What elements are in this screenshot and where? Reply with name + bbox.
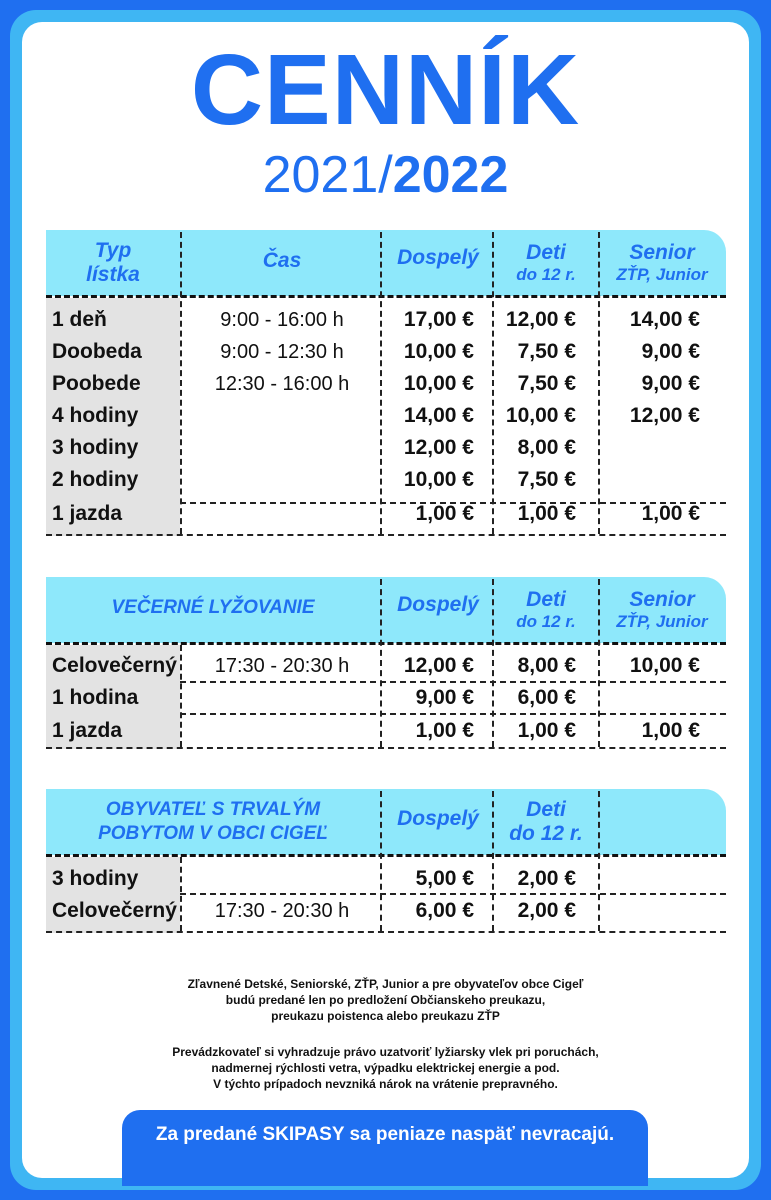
table-row [46, 336, 726, 368]
row-divider [46, 747, 726, 749]
header-senior-line1: Senior [629, 588, 695, 611]
row-senior-price: 9,00 € [641, 340, 700, 363]
row-divider [46, 931, 726, 933]
row-adult-price: 14,00 € [403, 404, 474, 427]
header-adult: Dospelý [397, 593, 479, 616]
season [0, 146, 771, 204]
row-time [182, 432, 382, 464]
row-senior-price: 12,00 € [629, 404, 700, 427]
header-ticket-type-line2: lístka [86, 263, 140, 286]
row-senior-price: 14,00 € [629, 308, 700, 331]
table-row [46, 863, 726, 895]
evening-price-table [46, 577, 726, 749]
row-time [182, 682, 382, 714]
row-adult-price: 5,00 € [415, 867, 474, 890]
table-row [46, 368, 726, 400]
header-child-line1: Deti [526, 798, 566, 821]
row-child-price: 8,00 € [517, 436, 576, 459]
refund-banner: Za predané SKIPASY sa peniaze naspäť nevracajú. [122, 1110, 648, 1186]
header-senior-line1: Senior [629, 241, 695, 264]
header-child-line2: do 12 r. [516, 612, 576, 631]
row-adult-price: 1,00 € [415, 502, 474, 525]
table-row [46, 895, 726, 927]
row-name: Poobede [52, 372, 141, 395]
header-child-line1: Deti [526, 241, 566, 264]
row-time: 17:30 - 20:30 h [214, 655, 350, 677]
header-child [494, 577, 598, 643]
row-senior-price [600, 682, 700, 714]
note-line: V týchto prípadoch nevzniká nárok na vrátenie prepravného. [213, 1077, 558, 1091]
header-separator [46, 295, 726, 298]
header-senior [598, 577, 726, 643]
main-price-table [46, 230, 726, 536]
row-adult-price: 12,00 € [403, 654, 474, 677]
table-row [46, 464, 726, 496]
row-name: 3 hodiny [52, 867, 139, 890]
header-child-line1: Deti [526, 588, 566, 611]
note-line: budú predané len po predložení Občianskeho preukazu, [225, 993, 546, 1007]
row-time [182, 863, 382, 895]
row-senior-price: 9,00 € [641, 372, 700, 395]
row-time [182, 464, 382, 496]
page-title: CENNÍK [190, 34, 581, 146]
row-name: 1 hodina [52, 686, 139, 709]
row-time: 9:00 - 16:00 h [220, 309, 344, 331]
table-row [46, 400, 726, 432]
row-senior-price: 1,00 € [641, 502, 700, 525]
row-divider [46, 534, 726, 536]
header-child [494, 789, 598, 855]
header-separator [46, 854, 726, 857]
header-child [494, 230, 598, 296]
row-time: 17:30 - 20:30 h [214, 900, 350, 922]
table-row [46, 304, 726, 336]
row-name: Celovečerný [52, 654, 177, 677]
row-child-price: 8,00 € [517, 654, 576, 677]
season-end: 2022 [392, 146, 509, 204]
resident-price-table [46, 789, 726, 933]
row-child-price: 1,00 € [517, 719, 576, 742]
row-child-price: 2,00 € [517, 899, 576, 922]
header-senior-line2: ZŤP, Junior [616, 265, 708, 284]
header-adult: Dospelý [397, 246, 479, 269]
table-row [46, 650, 726, 682]
header-separator [46, 642, 726, 645]
row-senior-price: 1,00 € [641, 719, 700, 742]
row-time [182, 400, 382, 432]
row-child-price: 7,50 € [517, 468, 576, 491]
row-time: 12:30 - 16:00 h [214, 373, 350, 395]
header-resident-line1: OBYVATEĽ S TRVALÝM [105, 799, 321, 820]
row-adult-price: 1,00 € [415, 719, 474, 742]
row-adult-price: 6,00 € [415, 899, 474, 922]
row-child-price: 1,00 € [517, 502, 576, 525]
header-resident-line2: POBYTOM V OBCI CIGEĽ [98, 823, 328, 844]
row-time [182, 498, 382, 530]
row-senior-price [600, 464, 700, 496]
header-senior [598, 230, 726, 296]
row-child-price: 2,00 € [517, 867, 576, 890]
row-name: 1 jazda [52, 719, 123, 742]
row-time [182, 715, 382, 747]
row-child-price: 7,50 € [517, 340, 576, 363]
header-evening-skiing: VEČERNÉ LYŽOVANIE [111, 597, 315, 618]
row-name: 4 hodiny [52, 404, 139, 427]
row-adult-price: 10,00 € [403, 372, 474, 395]
header-child-line2: do 12 r. [509, 822, 583, 845]
table-row [46, 715, 726, 747]
operator-note [0, 1044, 771, 1092]
row-name: 1 deň [52, 308, 107, 331]
table-row [46, 682, 726, 714]
note-line: preukazu poistenca alebo preukazu ZŤP [271, 1009, 500, 1023]
row-adult-price: 9,00 € [415, 686, 474, 709]
header-resident [46, 789, 380, 855]
row-adult-price: 10,00 € [403, 340, 474, 363]
table-row [46, 498, 726, 530]
row-name: 2 hodiny [52, 468, 139, 491]
row-child-price: 7,50 € [517, 372, 576, 395]
header-child-line2: do 12 r. [516, 265, 576, 284]
row-adult-price: 10,00 € [403, 468, 474, 491]
row-time: 9:00 - 12:30 h [220, 341, 344, 363]
note-line: Zľavnené Detské, Seniorské, ZŤP, Junior a pre obyvateľov obce Cigeľ [187, 977, 584, 991]
row-child-price: 12,00 € [505, 308, 576, 331]
season-start: 2021/ [262, 146, 393, 204]
note-line: Prevádzkovateľ si vyhradzuje právo uzatvoriť lyžiarsky vlek pri poruchách, [172, 1045, 599, 1059]
row-senior-price: 10,00 € [629, 654, 700, 677]
row-name: 1 jazda [52, 502, 123, 525]
row-child-price: 6,00 € [517, 686, 576, 709]
row-name: Celovečerný [52, 899, 177, 922]
row-child-price: 10,00 € [505, 404, 576, 427]
table-row [46, 432, 726, 464]
row-senior-price [600, 432, 700, 464]
header-ticket-type [46, 230, 180, 296]
row-name: Doobeda [52, 340, 142, 363]
header-adult: Dospelý [397, 807, 479, 830]
row-adult-price: 12,00 € [403, 436, 474, 459]
row-adult-price: 17,00 € [403, 308, 474, 331]
header-ticket-type-line1: Typ [94, 239, 132, 262]
header-time: Čas [262, 249, 302, 272]
header-senior-line2: ZŤP, Junior [616, 612, 708, 631]
note-line: nadmernej rýchlosti vetra, výpadku elektrickej energie a pod. [211, 1061, 560, 1075]
row-name: 3 hodiny [52, 436, 139, 459]
discount-note [0, 976, 771, 1024]
